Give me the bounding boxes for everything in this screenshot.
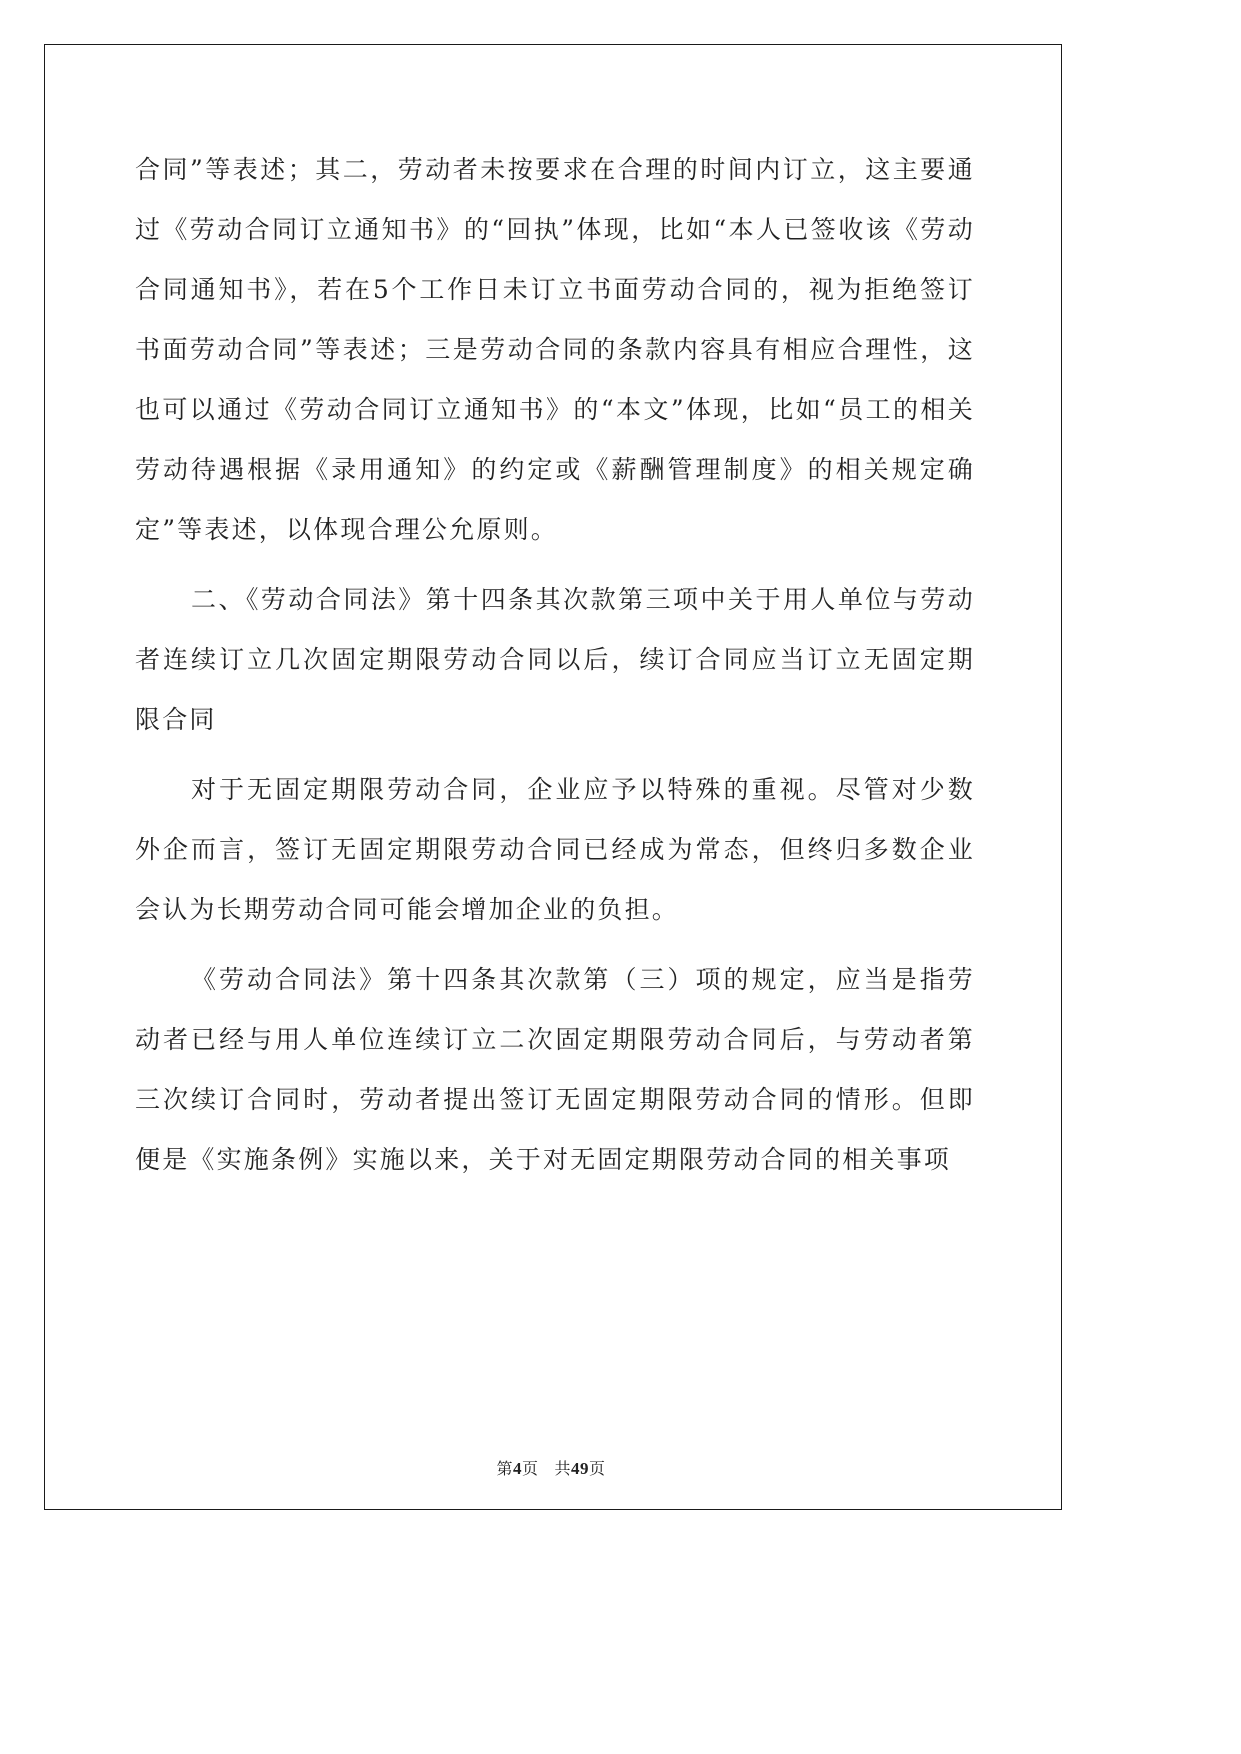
paragraph-1: 合同”等表述；其二，劳动者未按要求在合理的时间内订立，这主要通过《劳动合同订立通知书》的“回执”体现，比如“本人已签收该《劳动合同通知书》，若在5个工作日未订立书面劳动合同的，视为拒绝签订书面劳动合同”等表述；三是劳动合同的条款内容具有相应合理性，这也可以通过《劳动合同订立通知书》的“本文”体现，比如“员工的相关劳动待遇根据《录用通知》的约定或《薪酬管理制度》的相关规定确定”等表述，以体现合理公允原则。 (135, 155, 975, 544)
total-suffix: 页 (589, 1461, 606, 1478)
page-prefix: 第 (496, 1461, 513, 1478)
page-number: 4 (512, 1459, 522, 1478)
page-footer (0, 1456, 1102, 1479)
paragraph-4: 《劳动合同法》第十四条其次款第（三）项的规定，应当是指劳动者已经与用人单位连续订立二次固定期限劳动合同后，与劳动者第三次续订合同时，劳动者提出签订无固定期限劳动合同的情形。但即便是《实施条例》实施以来，关于对无固定期限劳动合同的相关事项 (135, 965, 975, 1174)
paragraph-2: 二、《劳动合同法》第十四条其次款第三项中关于用人单位与劳动者连续订立几次固定期限劳动合同以后，续订合同应当订立无固定期限合同 (135, 585, 975, 734)
page-suffix: 页 (521, 1461, 539, 1478)
document-body (135, 140, 975, 1190)
total-pages: 49 (571, 1459, 590, 1478)
total-prefix: 共 (554, 1461, 572, 1478)
paragraph-3: 对于无固定期限劳动合同，企业应予以特殊的重视。尽管对少数外企而言，签订无固定期限劳动合同已经成为常态，但终归多数企业会认为长期劳动合同可能会增加企业的负担。 (135, 775, 975, 924)
